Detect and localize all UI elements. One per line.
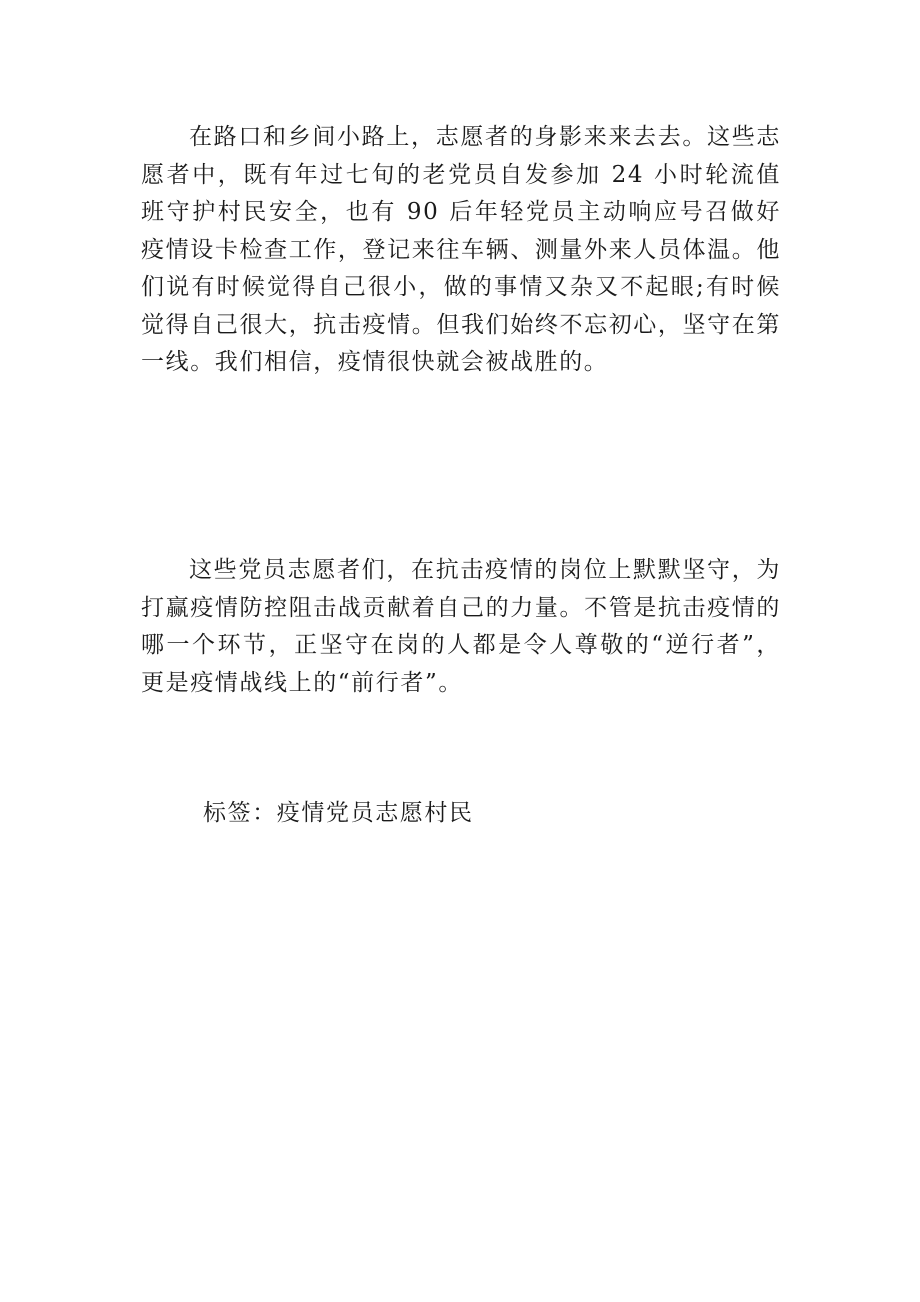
paragraph-party-members: 这些党员志愿者们，在抗击疫情的岗位上默默坚守，为打赢疫情防控阻击战贡献着自己的力量。不管是抗击疫情的哪一个环节，正坚守在岗的人都是令人尊敬的“逆行者”，更是疫情战线上的“前行者”。 bbox=[141, 557, 781, 696]
tags-line: 标签：疫情党员志愿村民 bbox=[203, 800, 474, 826]
paragraph-volunteers: 在路口和乡间小路上，志愿者的身影来来去去。这些志愿者中，既有年过七旬的老党员自发参加 24 小时轮流值班守护村民安全，也有 90 后年轻党员主动响应号召做好疫情设卡检查工作，登记来往车辆、测量外来人员体温。他们说有时候觉得自己很小，做的事情又杂又不起眼;有时候觉得自己很大，抗击疫情。但我们始终不忘初心，坚守在第一线。我们相信，疫情很快就会被战胜的。 bbox=[141, 124, 781, 375]
